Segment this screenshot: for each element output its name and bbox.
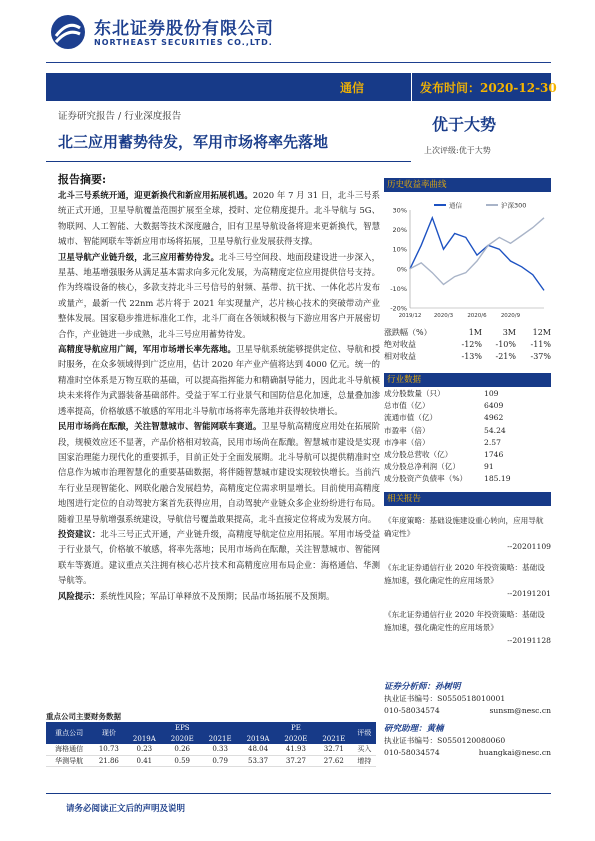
cell: 0.59 — [163, 755, 201, 766]
year-header: 2020E — [277, 733, 315, 744]
cell: 0.33 — [201, 744, 239, 755]
cell: 0.79 — [201, 755, 239, 766]
x-tick-label: 2019/12 — [398, 313, 422, 319]
legend-label: 沪深300 — [501, 201, 527, 210]
market-title: 行业数据 — [384, 373, 551, 387]
perf-cell: -21% — [495, 352, 516, 361]
header-divider — [46, 62, 551, 63]
cell: 0.26 — [163, 744, 201, 755]
cell: 买入 — [353, 744, 376, 755]
market-value: 4962 — [484, 413, 504, 423]
assistant-name: 研究助理：黄楠 — [384, 724, 444, 734]
market-label: 成分股资产负债率（%） — [384, 474, 468, 484]
related-report-date: --20191128 — [507, 636, 551, 645]
cell: 27.62 — [315, 755, 353, 766]
perf-cell: -13% — [461, 352, 482, 361]
market-label: 成分股总净利润（亿） — [384, 462, 460, 472]
market-value: 185.19 — [484, 474, 511, 484]
assistant-email[interactable]: huangkai@nesc.cn — [478, 748, 551, 757]
summary-paragraph — [58, 342, 380, 419]
market-label: 总市值（亿） — [384, 401, 430, 411]
title-divider — [46, 161, 411, 162]
cell: 48.04 — [239, 744, 277, 755]
perf-cell: 绝对收益 — [384, 340, 416, 349]
summary-paragraph — [58, 250, 380, 342]
related-title: 相关报告 — [384, 492, 551, 506]
table-row — [46, 755, 376, 766]
y-tick-label: 30% — [392, 206, 407, 215]
related-reports — [384, 514, 551, 647]
band-separator — [411, 73, 412, 101]
para-lead: 投资建议： — [58, 528, 101, 539]
analyst-name: 证券分析师：孙树明 — [384, 682, 461, 692]
perf-cell: 相对收益 — [384, 352, 416, 361]
y-tick-label: 0% — [396, 265, 407, 274]
para-lead: 风险提示： — [58, 590, 100, 601]
cell: 0.23 — [125, 744, 163, 755]
market-row — [384, 412, 551, 424]
market-label: 流通市值（亿） — [384, 413, 438, 423]
market-value: 109 — [484, 389, 499, 398]
market-row — [384, 400, 551, 412]
year-header: 2019A — [125, 733, 163, 744]
cell: 53.37 — [239, 755, 277, 766]
company-logo — [50, 14, 86, 50]
market-value: 2.57 — [484, 437, 501, 447]
report-title: 北三应用蓄势待发，军用市场将率先落地 — [58, 133, 329, 151]
publish-date: 发布时间：2020-12-30 — [420, 81, 557, 95]
market-label: 市盈率（倍） — [384, 425, 430, 435]
earnings-header: 评级 — [353, 722, 376, 744]
market-row — [384, 388, 551, 400]
cell: 37.27 — [277, 755, 315, 766]
rating: 优于大势 — [432, 115, 497, 134]
market-label: 市净率（倍） — [384, 437, 430, 447]
perf-cell: 3M — [502, 328, 516, 337]
company-name-en: NORTHEAST SECURITIES CO.,LTD. — [94, 38, 273, 47]
earnings-header: PE — [239, 722, 353, 733]
trend-title: 历史收益率曲线 — [384, 178, 551, 192]
sector-label: 通信 — [340, 81, 365, 95]
perf-cell: -10% — [495, 340, 516, 349]
market-value: 6409 — [484, 401, 504, 411]
summary-paragraph — [58, 589, 380, 604]
perf-cell: -37% — [530, 352, 551, 361]
series-line-1 — [410, 218, 544, 285]
market-row — [384, 473, 551, 485]
y-tick-label: -20% — [390, 304, 407, 313]
year-header: 2020E — [163, 733, 201, 744]
para-lead: 民用市场尚在酝酿，关注智慧城市、智能网联车赛道。 — [58, 421, 262, 432]
earnings-header: 现价 — [92, 722, 125, 744]
y-tick-label: 10% — [392, 245, 407, 254]
cell: 0.41 — [125, 755, 163, 766]
para-lead: 高精度导航应用广阔，军用市场增长率先落地。 — [58, 344, 237, 355]
cell: 华测导航 — [46, 755, 92, 766]
cell: 增持 — [353, 755, 376, 766]
x-tick-label: 2020/3 — [433, 313, 454, 319]
perf-cell: 12M — [532, 328, 551, 337]
summary-heading: 报告摘要: — [58, 173, 107, 186]
company-name-cn: 东北证券股份有限公司 — [94, 19, 274, 39]
summary-body — [58, 188, 380, 604]
perf-cell: -12% — [461, 340, 482, 349]
performance-table — [384, 327, 551, 363]
perf-header-row — [384, 327, 551, 339]
market-table — [384, 388, 551, 486]
market-label: 成分股数量（只） — [384, 389, 445, 398]
market-value: 91 — [484, 462, 494, 472]
series-line-0 — [410, 218, 544, 291]
perf-cell: 涨跌幅（%） — [384, 328, 432, 337]
para-lead: 北斗三号系统开通，迎更新换代和新应用拓展机遇。 — [58, 190, 253, 200]
market-row — [384, 461, 551, 473]
trend-chart — [384, 196, 551, 322]
cell: 21.86 — [92, 755, 125, 766]
market-value: 54.24 — [484, 425, 506, 435]
assistant-cert: 执业证书编号：S0550120080060 — [384, 736, 506, 745]
cell: 海格通信 — [46, 744, 92, 755]
perf-cell: 1M — [468, 328, 482, 337]
perf-cell: -11% — [530, 340, 551, 349]
year-header: 2021E — [201, 733, 239, 744]
earnings-table — [46, 722, 376, 767]
earnings-header: EPS — [125, 722, 239, 733]
cell: 32.71 — [315, 744, 353, 755]
market-row — [384, 425, 551, 437]
earnings-header: 重点公司 — [46, 722, 92, 744]
perf-row — [384, 339, 551, 351]
assistant-phone: 010-58034574 — [384, 748, 440, 757]
market-row — [384, 437, 551, 449]
table-row — [46, 744, 376, 755]
breadcrumb: 证券研究报告 / 行业深度报告 — [58, 111, 182, 122]
related-report-date: --20201109 — [507, 542, 551, 551]
related-report-date: --20191201 — [507, 589, 551, 598]
summary-paragraph — [58, 419, 380, 527]
analyst-block — [384, 681, 551, 759]
summary-paragraph — [58, 188, 380, 250]
x-tick-label: 2020/6 — [467, 313, 487, 319]
para-text: 卫星导航高精度应用处在拓展阶段，规模效应还不显著，产品价格相对较高，民用市场尚在酝酿。智慧城市建设是实现国家治理能力现代化的重要抓手，目前正处于全面发展期。北斗导航可以提供精准时空信息作为城市治理智慧化的重要基础数据，将伴随智慧城市建设实现较快增长。当前汽车行业呈现智能化、网联化融合发展趋势，高精度定位需求明显增长。目前使用高精度地图进行定位的自动驾驶方案首先获得应用，自动驾驶产业链众多企业纷纷进行布局。随着卫星导航增强系统建设，导航信号覆盖敢果提高，北斗直接定位将成为发展方向。 — [58, 421, 381, 524]
para-text: 北斗三号正式开通，产业链升级，高精度导航定位应用拓展。军用市场受益于行业景气，价格敏不敏感，将率先落地；民用市场尚在酝酿，关注智慧城市、智能网联车等赛道。建议重点关注拥有核心芯片技术和高精度应用布局企业：海格通信、华测导航等。 — [58, 528, 381, 586]
footer-divider — [46, 793, 551, 794]
para-text: 卫星导航系统能够提供定位、导航和授时服务，在众多领域得到广泛应用，估计 2020 年产业产值将达到 4000 亿元。统一的精准时空体系是万物互联的基础，可以提高指挥能力和精确制导能力，因此北斗导航模块未来将作为武器装备基础部件。受益于军工行业景气和国防信息化加速，总量叠加渗透率提高，价格敏感不敏感的军用北斗导航市场将率先落地并获得较快增长。 — [58, 344, 381, 416]
year-header: 2021E — [315, 733, 353, 744]
market-label: 成分股总营收（亿） — [384, 449, 453, 459]
last-rating: 上次评级:优于大势 — [424, 146, 491, 155]
analyst-phone: 010-58034574 — [384, 706, 440, 715]
cell: 41.93 — [277, 744, 315, 755]
x-tick-label: 2020/9 — [500, 313, 521, 319]
para-text: 2020 年 7 月 31 日，北斗三号系统正式开通，卫星导航覆盖范围扩展至全球，授时、定位精度提升。北斗导航与 5G、物联网、人工智能、大数据等技术深度融合，旧有卫星导航设备将迎来更新换代，智慧城市、智能网联车等新应用市场将拓展，卫星导航行业发展获得支撑。 — [58, 190, 381, 247]
related-report-link[interactable]: 《东北证券通信行业 2020 年投资策略：基础设施加速，强化确定性的应用场景》 — [384, 563, 545, 585]
legend-label: 通信 — [449, 201, 462, 210]
para-text: 北斗三号空间段、地面段建设进一步深入，星基、地基增强服务从满足基本需求向多元化发展，为高精度定位应用提供信号支持。作为终端设备的核心，多款支持北斗三号信号的射频、基带、抗干扰、一体化芯片发布或量产，最新一代 22nm 芯片将于 2021 年实现量产，芯片核心技术的突破带动产业整体发展。国家稳步推进标准化工作，北斗厂商在各领域积极与下游应用客户开展密切合作，产业链进一步成熟，北斗三号应用蓄势待发。 — [58, 251, 381, 339]
market-row — [384, 449, 551, 461]
para-text: 系统性风险；军品订单释放不及预期；民品市场拓展不及预期。 — [99, 590, 335, 601]
summary-paragraph — [58, 527, 380, 589]
cell: 10.73 — [92, 744, 125, 755]
market-value: 1746 — [484, 449, 504, 459]
perf-row — [384, 351, 551, 363]
earnings-title: 重点公司主要财务数据 — [46, 712, 121, 721]
earnings-header-row — [46, 722, 376, 733]
footer-note: 请务必阅读正文后的声明及说明 — [66, 804, 186, 814]
year-header: 2019A — [239, 733, 277, 744]
analyst-email[interactable]: sunsm@nesc.cn — [489, 706, 551, 715]
analyst-cert: 执业证书编号：S0550518010001 — [384, 694, 506, 703]
related-report-link[interactable]: 《年度策略：基础设施建设重心转向，应用导航确定性》 — [384, 516, 544, 538]
y-tick-label: -10% — [390, 284, 407, 293]
y-tick-label: 20% — [392, 226, 407, 235]
related-report-link[interactable]: 《东北证券通信行业 2020 年投资策略：基础设施加速，强化确定性的应用场景》 — [384, 610, 545, 632]
para-lead: 卫星导航产业链升级，北三应用蓄势待发。 — [58, 251, 220, 262]
